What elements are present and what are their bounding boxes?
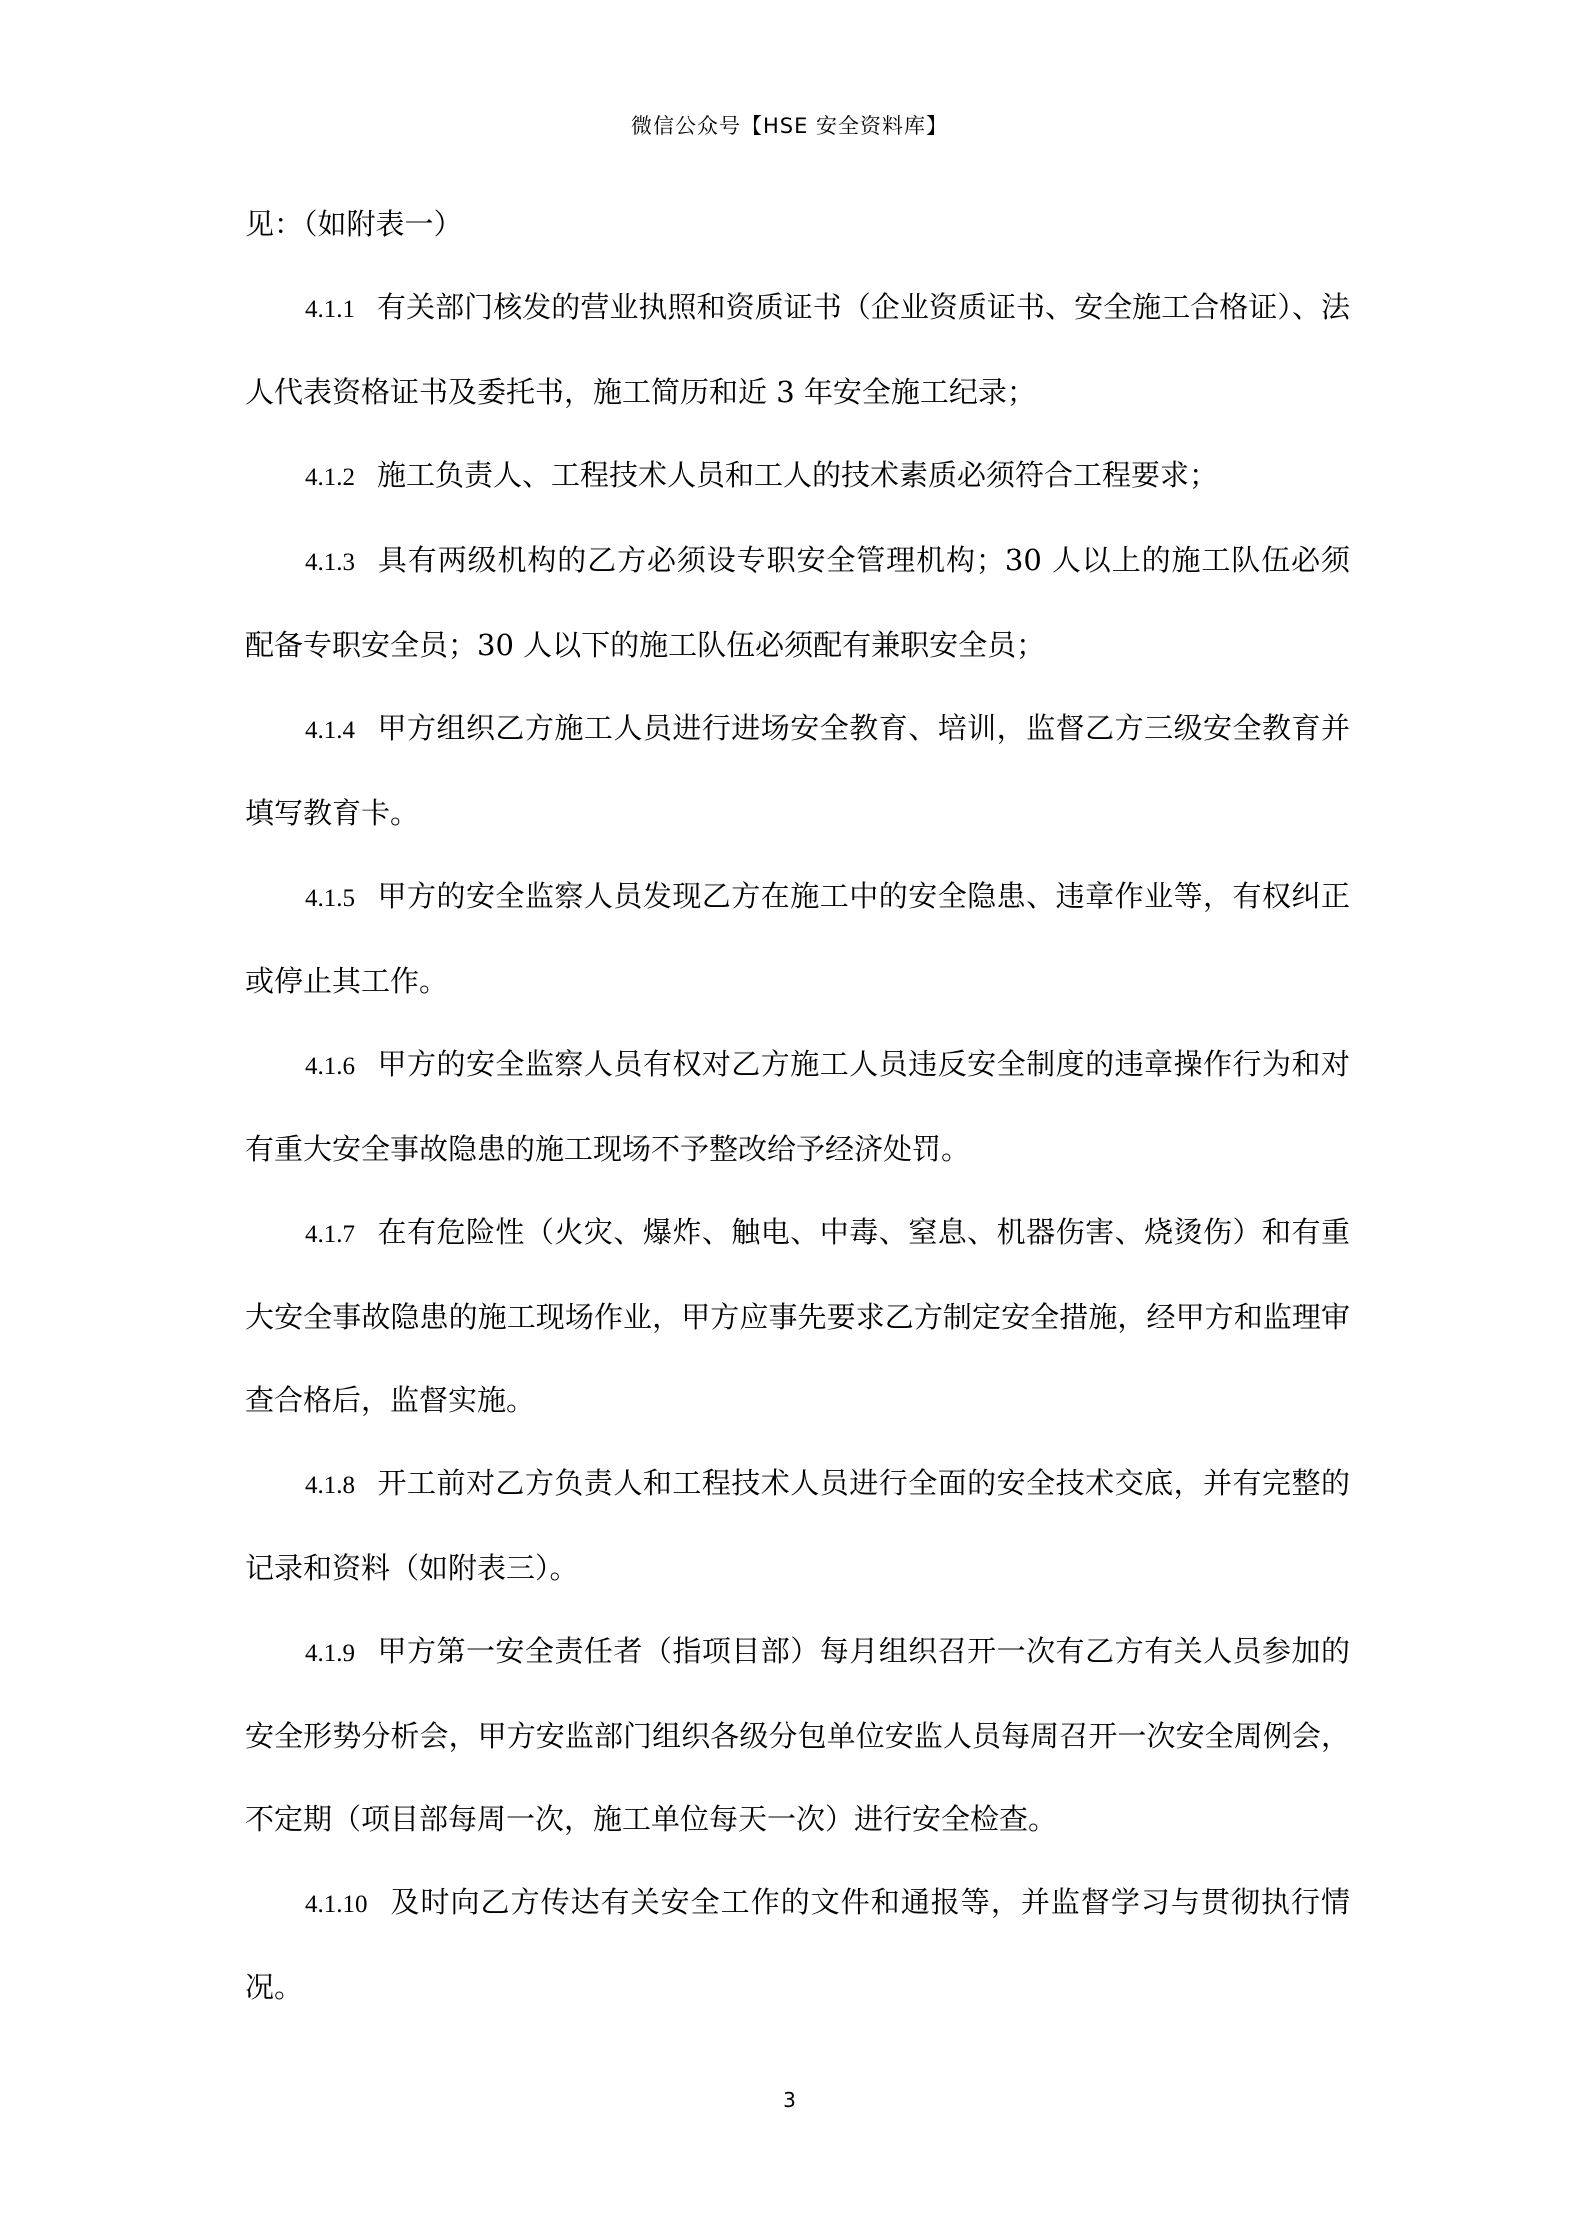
clause-number: 4.1.8 bbox=[305, 1472, 355, 1499]
clause-text: 甲方组织乙方施工人员进行进场安全教育、培训，监督乙方三级安全教育并填写教育卡。 bbox=[245, 711, 1350, 830]
clause-text: 及时向乙方传达有关安全工作的文件和通报等，并监督学习与贯彻执行情况。 bbox=[245, 1885, 1350, 2004]
clause-number: 4.1.2 bbox=[305, 464, 355, 491]
page-number: 3 bbox=[783, 2088, 796, 2112]
document-body bbox=[245, 183, 1350, 2029]
clause-text: 甲方的安全监察人员有权对乙方施工人员违反安全制度的违章操作行为和对有重大安全事故隐患的施工现场不予整改给予经济处罚。 bbox=[245, 1047, 1350, 1166]
clause-text: 开工前对乙方负责人和工程技术人员进行全面的安全技术交底，并有完整的记录和资料（如附表三）。 bbox=[245, 1466, 1350, 1585]
clause-text: 甲方的安全监察人员发现乙方在施工中的安全隐患、违章作业等，有权纠正或停止其工作。 bbox=[245, 879, 1350, 998]
clause-number: 4.1.5 bbox=[305, 885, 355, 912]
clause-number: 4.1.6 bbox=[305, 1053, 355, 1080]
clause-4-1-5 bbox=[245, 855, 1350, 1023]
clause-number: 4.1.10 bbox=[305, 1891, 368, 1918]
clause-text: 甲方第一安全责任者（指项目部）每月组织召开一次有乙方有关人员参加的安全形势分析会，甲方安监部门组织各级分包单位安监人员每周召开一次安全周例会，不定期（项目部每周一次，施工单位每天一次）进行安全检查。 bbox=[245, 1634, 1350, 1836]
clause-number: 4.1.7 bbox=[305, 1221, 355, 1248]
clause-4-1-4 bbox=[245, 687, 1350, 855]
clause-number: 4.1.3 bbox=[305, 549, 355, 576]
clause-text: 在有危险性（火灾、爆炸、触电、中毒、窒息、机器伤害、烧烫伤）和有重大安全事故隐患的施工现场作业，甲方应事先要求乙方制定安全措施，经甲方和监理审查合格后，监督实施。 bbox=[245, 1215, 1350, 1417]
clause-text: 施工负责人、工程技术人员和工人的技术素质必须符合工程要求； bbox=[377, 458, 1219, 492]
clause-4-1-1 bbox=[245, 266, 1350, 434]
clause-4-1-2 bbox=[245, 434, 1350, 519]
clause-4-1-6 bbox=[245, 1023, 1350, 1191]
clause-text: 具有两级机构的乙方必须设专职安全管理机构；30 人以上的施工队伍必须配备专职安全员；30 人以下的施工队伍必须配有兼职安全员； bbox=[245, 543, 1350, 662]
clause-4-1-3 bbox=[245, 519, 1350, 687]
clause-number: 4.1.4 bbox=[305, 717, 355, 744]
clause-text: 有关部门核发的营业执照和资质证书（企业资质证书、安全施工合格证）、法人代表资格证书及委托书，施工简历和近 3 年安全施工纪录； bbox=[245, 290, 1350, 409]
paragraph-text: 见：（如附表一） bbox=[245, 207, 463, 241]
paragraph-continuation bbox=[245, 183, 1350, 266]
clause-number: 4.1.9 bbox=[305, 1640, 355, 1667]
clause-number: 4.1.1 bbox=[305, 296, 355, 323]
clause-4-1-7 bbox=[245, 1191, 1350, 1442]
clause-4-1-8 bbox=[245, 1442, 1350, 1610]
clause-4-1-9 bbox=[245, 1610, 1350, 1861]
clause-4-1-10 bbox=[245, 1861, 1350, 2029]
page-header: 微信公众号【HSE 安全资料库】 bbox=[630, 114, 949, 138]
